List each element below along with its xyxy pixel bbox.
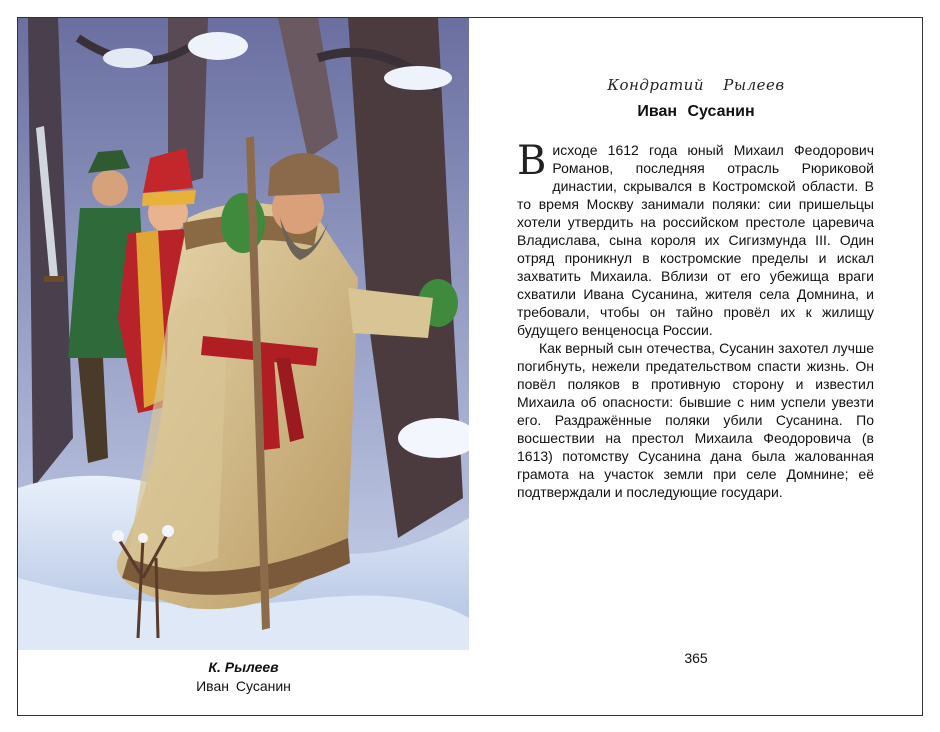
story-title: Иван Сусанин — [637, 103, 755, 120]
page-number: 365 — [684, 650, 708, 666]
caption-author: К. Рылеев — [208, 659, 279, 675]
illustration-winter-forest — [18, 18, 469, 650]
author-signature: Кондратий Рылеев — [607, 76, 785, 94]
paragraph-1-text: исходе 1612 года юный Михаил Феодорович Романов, последняя отрасль Рюриковой династии, скрывался в Костромской области. В то время Москву занимали поляки: сии пришельцы хотели утвердить на российском престоле царевича Владислава, сына короля их Сигизмунда III. Один отряд проникнул в костромские пределы и искал захватить Михаила. Вблизи от его убежища враги схватили Ивана Сусанина, жителя села Домнина, и требовали, чтобы он тайно провёл их к жилищу будущего венценосца России. — [517, 142, 874, 338]
illustration-caption — [18, 658, 469, 696]
paragraph-1 — [517, 138, 874, 339]
right-page — [470, 18, 922, 715]
story-body — [517, 138, 874, 501]
drop-cap: В — [517, 138, 547, 184]
paragraph-2: Как верный сын отечества, Сусанин захотел лучше погибнуть, нежели предательством спасти жизнь. Он повёл поляков в противную сторону и известил Михаила об опасности: бывшие с ним успели увезти его. Раздражённые поляки убили Сусанина. По восшествии на престол Михаила Феодоровича (в 1613) потомству Сусанина дана была жалованная грамота на участок земли при селе Домнине; её подтверждали и последующие государи. — [517, 340, 874, 500]
left-page — [18, 18, 469, 715]
caption-title: Иван Сусанин — [196, 678, 291, 694]
illustration — [18, 18, 469, 650]
